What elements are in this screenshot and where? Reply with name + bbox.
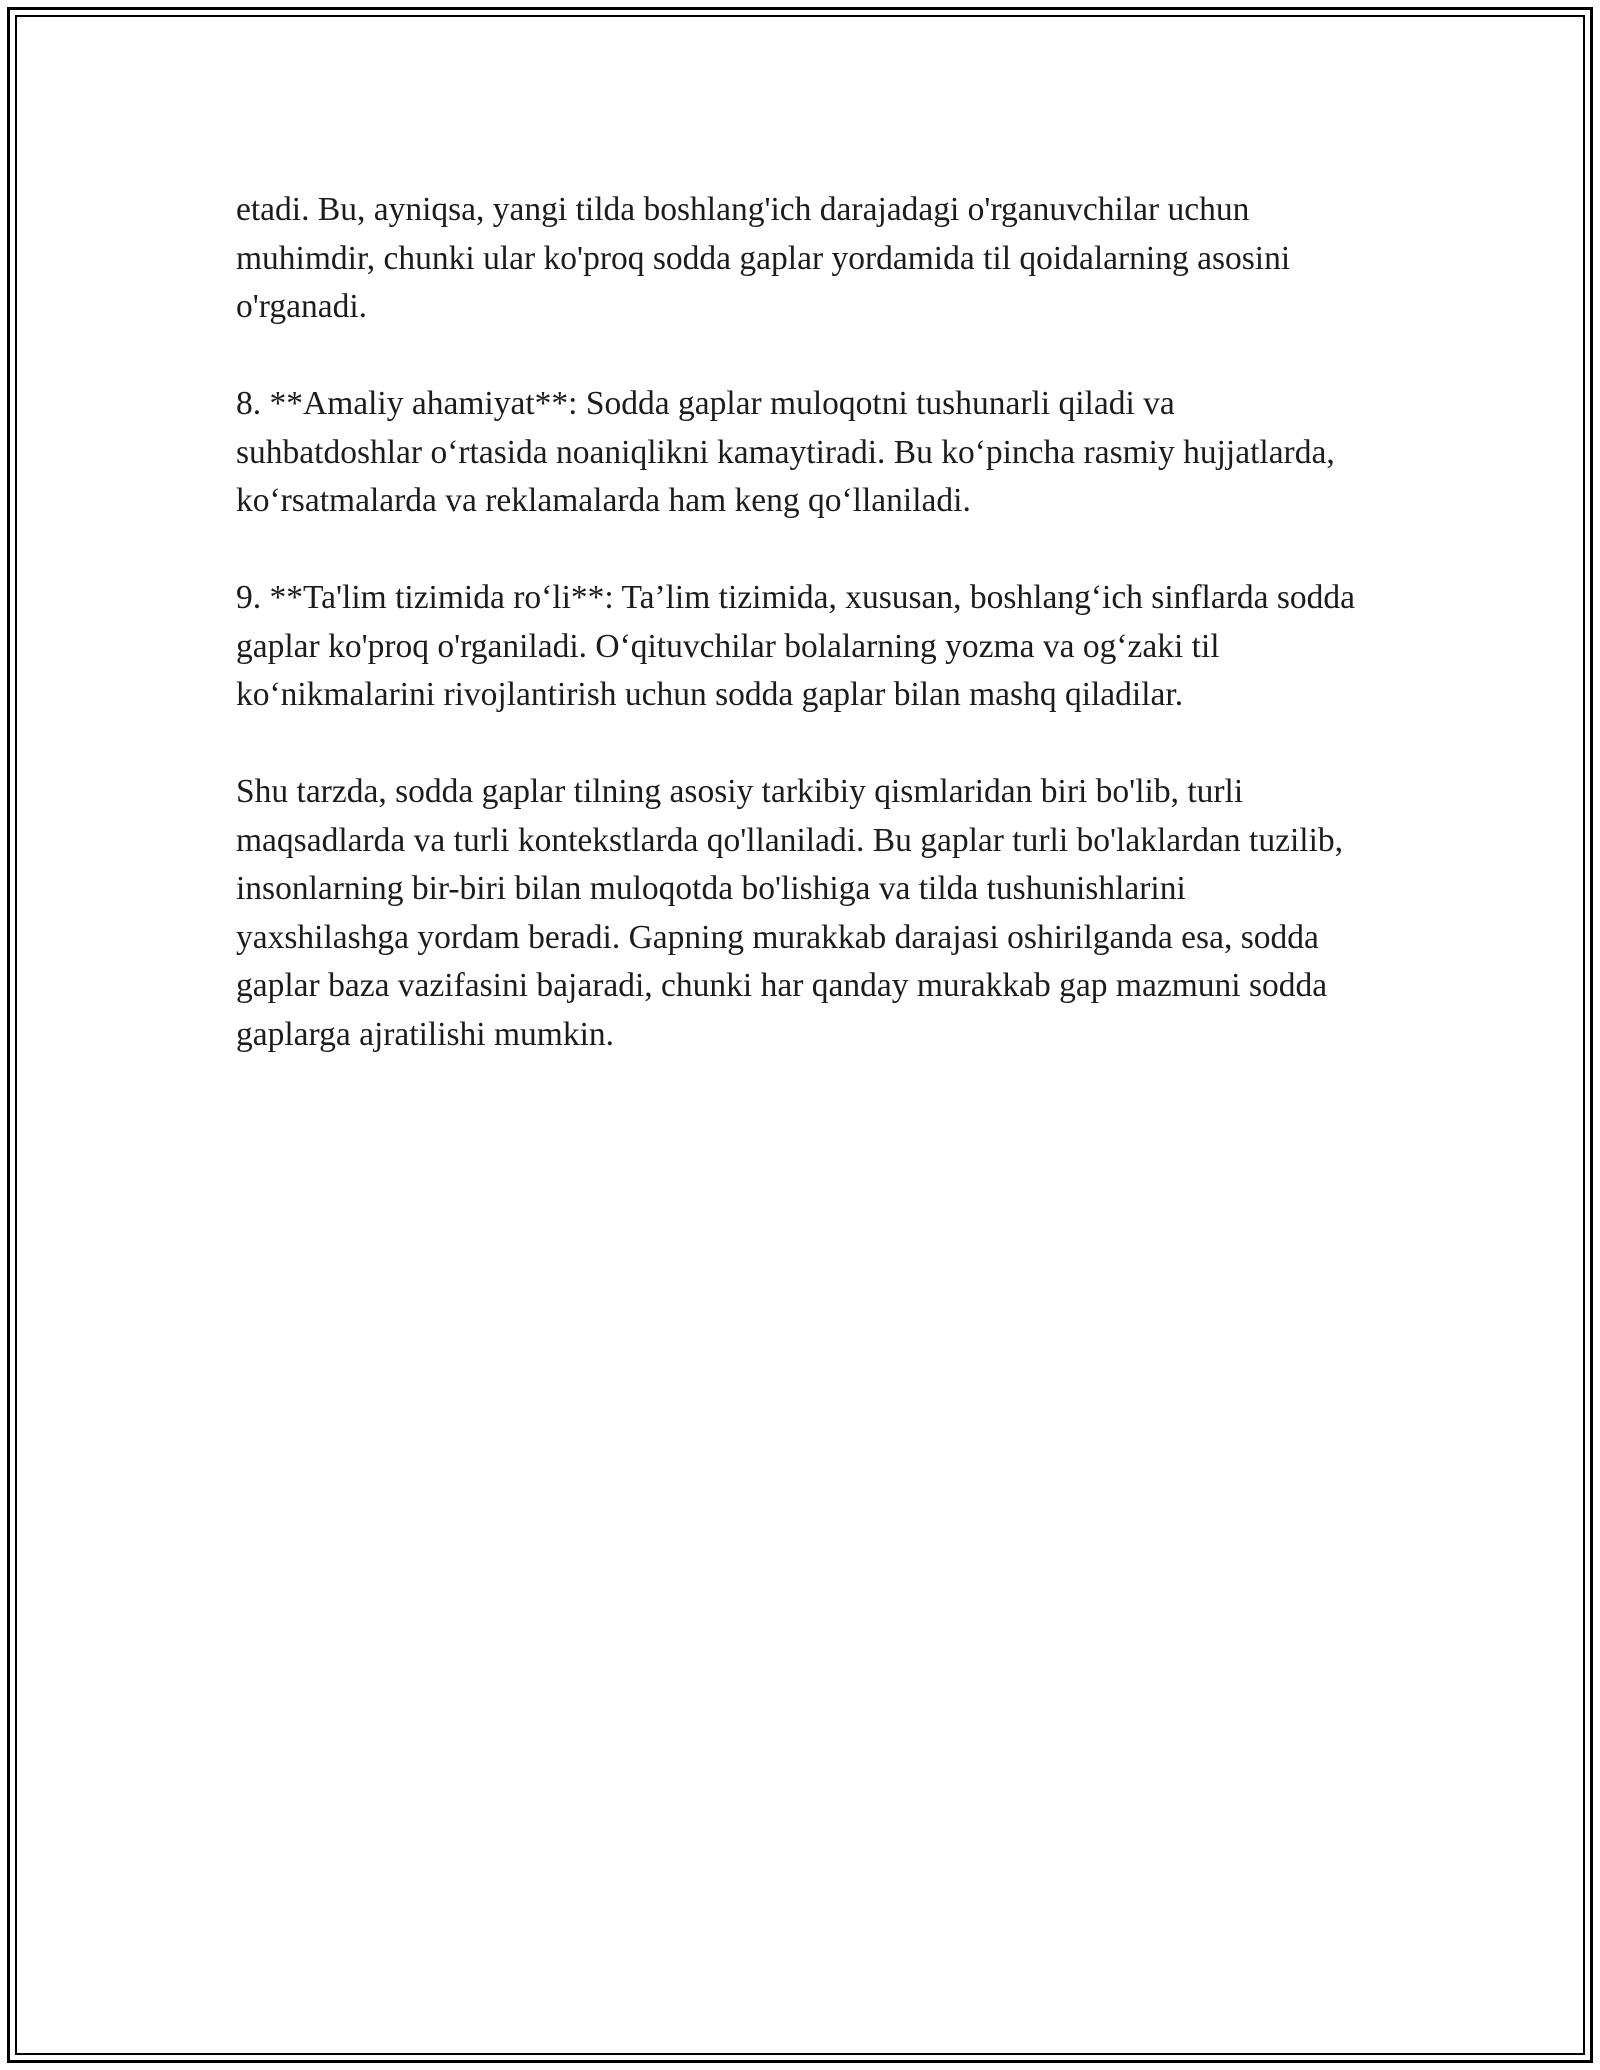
paragraph-item-8: 8. **Amaliy ahamiyat**: Sodda gaplar muloqotni tushunarli qiladi va suhbatdoshlar o‘rtasida noaniqlikni kamaytiradi. Bu ko‘pincha rasmiy hujjatlarda, ko‘rsatmalarda va reklamalarda ham keng qo‘llaniladi. xyxy=(236,385,1335,519)
paragraph-continuation: etadi. Bu, ayniqsa, yangi tilda boshlang'ich darajadagi o'rganuvchilar uchun muhimdir, chunki ular ko'proq sodda gaplar yordamida til qoidalarning asosini o'rganadi. xyxy=(236,191,1291,325)
document-body xyxy=(236,186,1366,1108)
paragraph-conclusion: Shu tarzda, sodda gaplar tilning asosiy tarkibiy qismlaridan biri bo'lib, turli maqsadlarda va turli kontekstlarda qo'llaniladi. Bu gaplar turli bo'laklardan tuzilib, insonlarning bir-biri bilan muloqotda bo'lishiga va tilda tushunishlarini yaxshilashga yordam beradi. Gapning murakkab darajasi oshirilganda esa, sodda gaplar baza vazifasini bajaradi, chunki har qanday murakkab gap mazmuni sodda gaplarga ajratilishi mumkin. xyxy=(236,773,1344,1053)
paragraph-item-9: 9. **Ta'lim tizimida ro‘li**: Ta’lim tizimida, xususan, boshlang‘ich sinflarda sodda gaplar ko'proq o'rganiladi. O‘qituvchilar bolalarning yozma va og‘zaki til ko‘nikmalarini rivojlantirish uchun sodda gaplar bilan mashq qiladilar. xyxy=(236,579,1356,713)
